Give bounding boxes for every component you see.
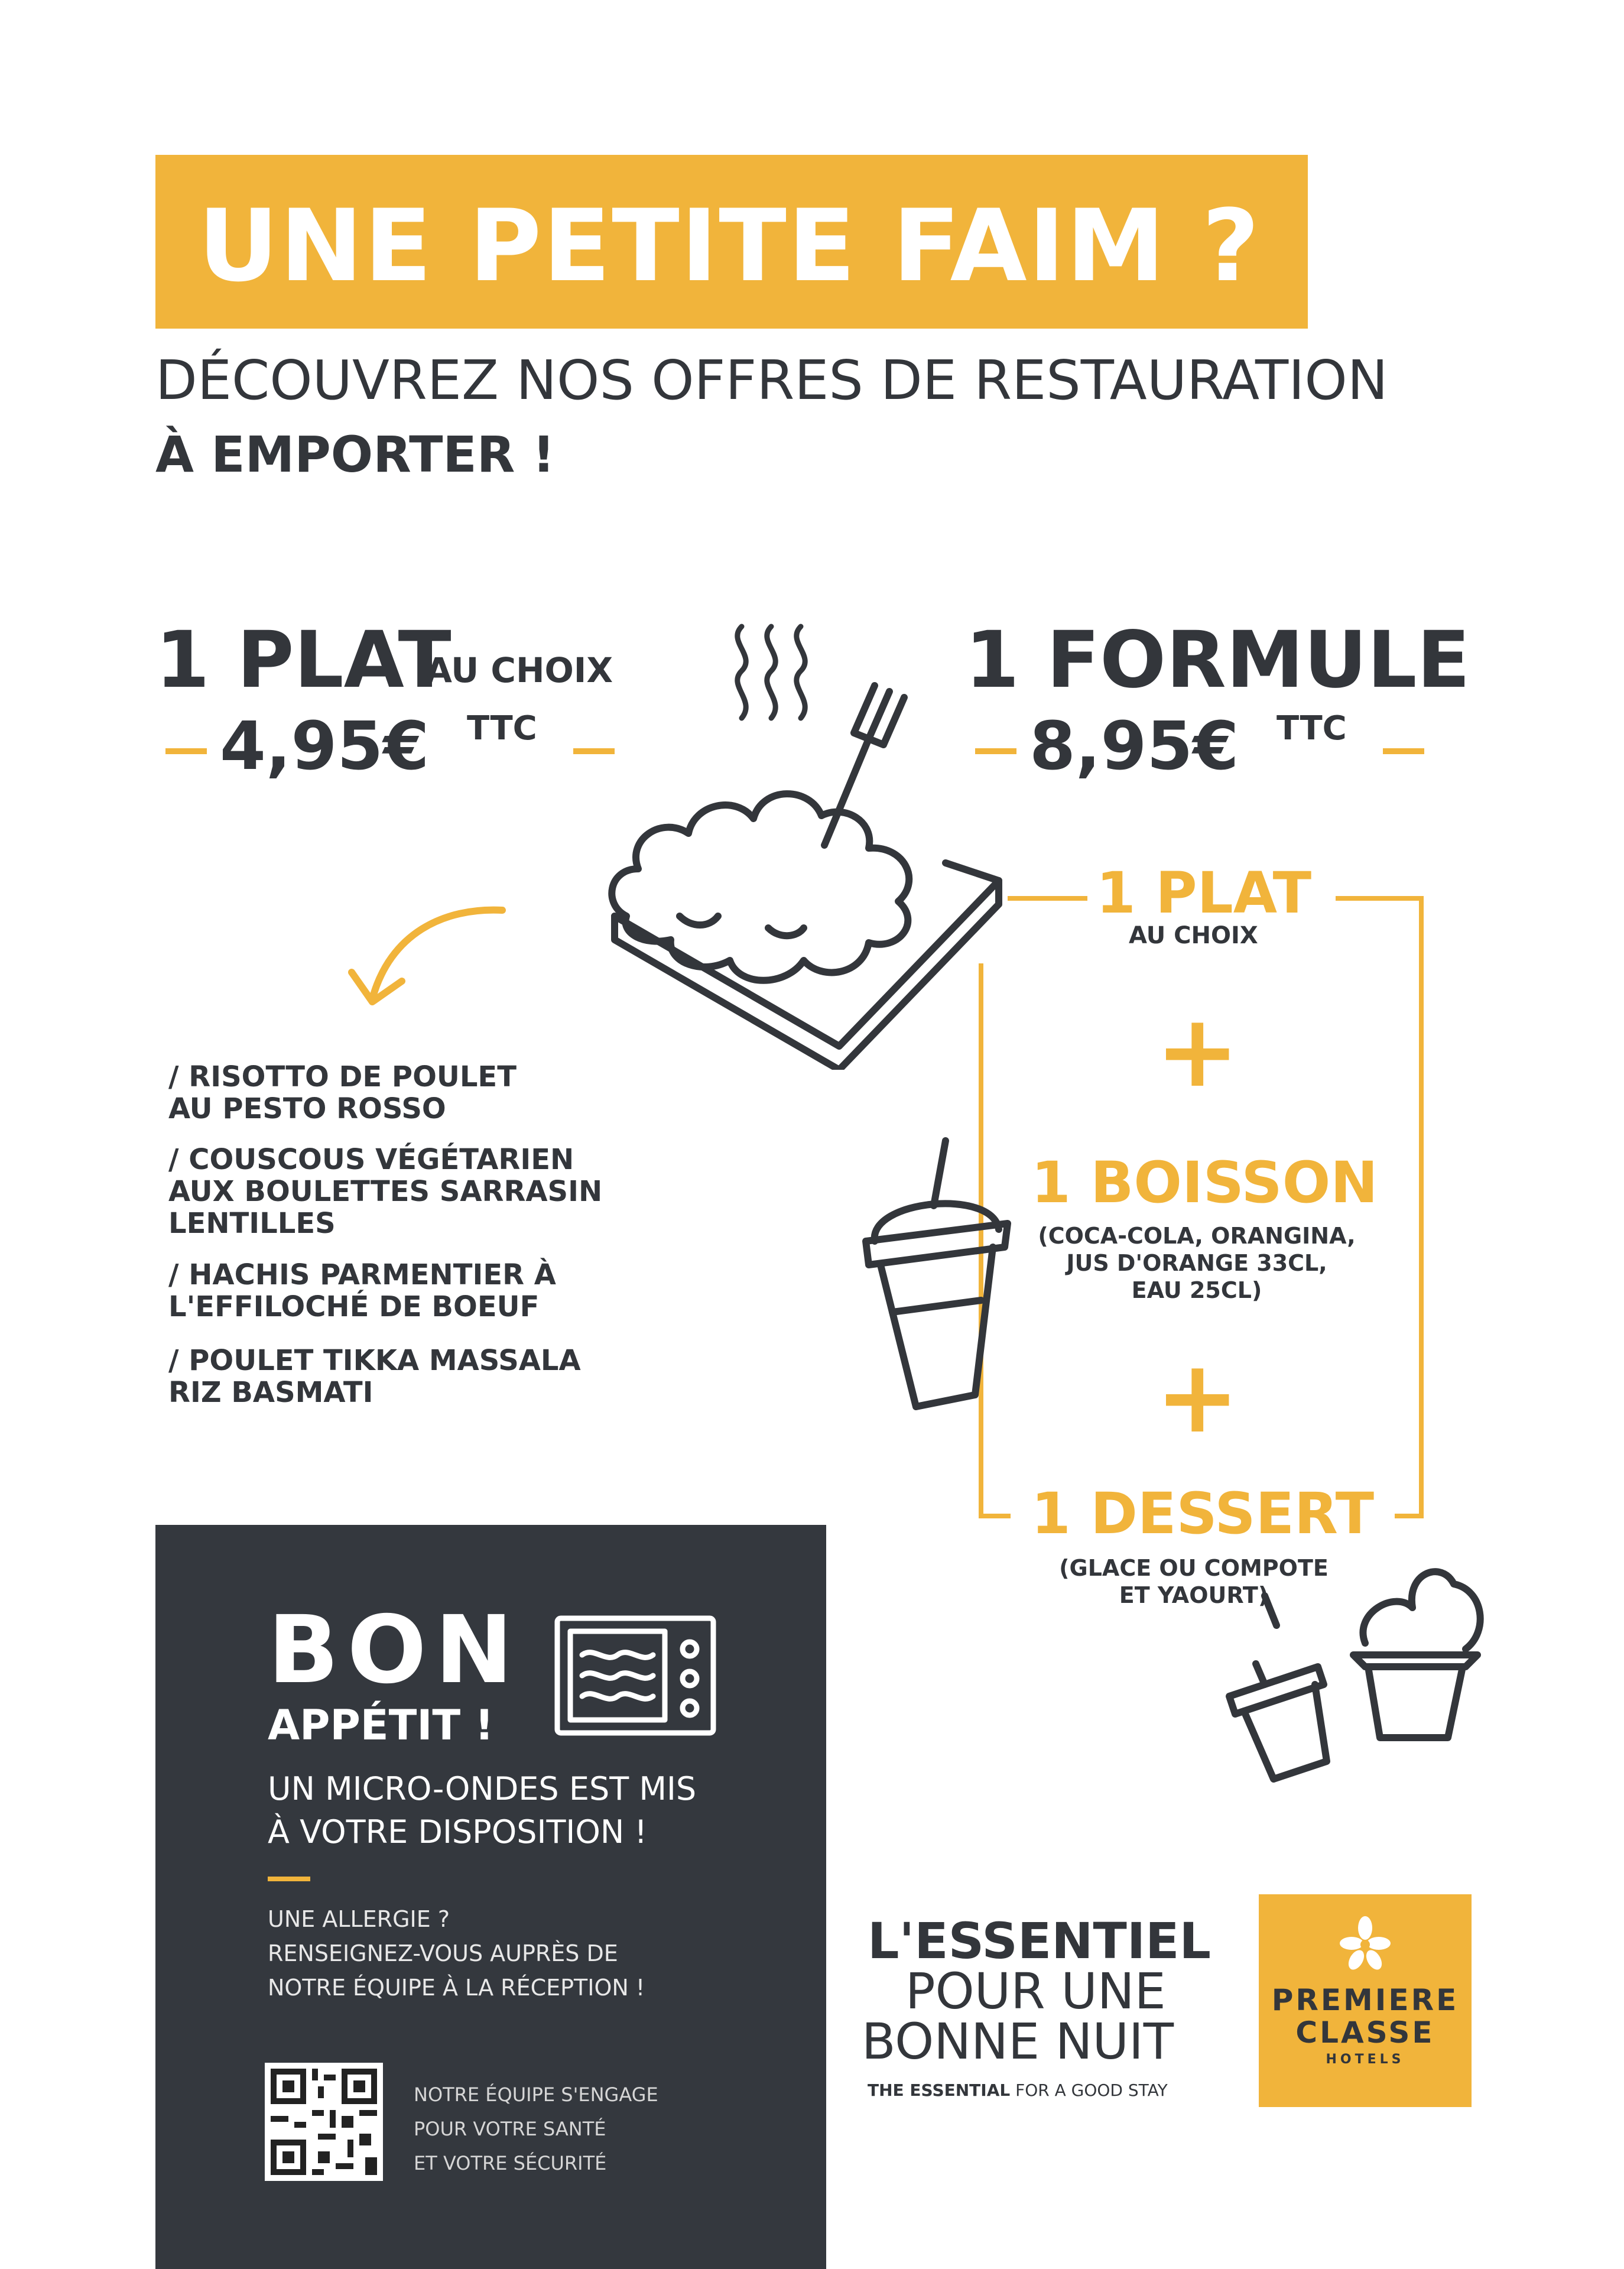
plat-price: 4,95€: [220, 708, 430, 785]
team-line-1: NOTRE ÉQUIPE S'ENGAGE: [414, 2083, 658, 2106]
plat-price-tax: TTC: [467, 709, 537, 748]
formule-item-dessert: 1 DESSERT: [1031, 1481, 1375, 1547]
formule-offer-title: 1 FORMULE: [965, 615, 1470, 706]
logo-text-line-3: HOTELS: [1326, 2052, 1405, 2067]
formule-price-tax: TTC: [1277, 709, 1347, 748]
drink-cup-icon: [857, 1135, 1016, 1418]
formule-item-plat: 1 PLAT: [1096, 860, 1312, 926]
formule-price: 8,95€: [1029, 708, 1239, 785]
formule-item-boisson-sub: (COCA-COLA, ORANGINA, JUS D'ORANGE 33CL, EAU 25CL): [1038, 1223, 1356, 1303]
slogan-line-3: BONNE NUIT: [862, 2012, 1174, 2070]
microwave-icon: [553, 1614, 718, 1738]
curved-arrow-icon: [343, 898, 514, 1017]
dish-item-1: / RISOTTO DE POULET AU PESTO ROSSO: [168, 1060, 517, 1125]
allergy-line-2: RENSEIGNEZ-VOUS AUPRÈS DE: [268, 1940, 618, 1966]
price-dash-left: [165, 748, 207, 754]
food-tray-icon: [591, 668, 1016, 1070]
allergy-line-3: NOTRE ÉQUIPE À LA RÉCEPTION !: [268, 1975, 645, 2001]
page-title: UNE PETITE FAIM ?: [198, 188, 1261, 304]
allergy-line-1: UNE ALLERGIE ?: [268, 1906, 450, 1932]
slogan-line-1: L'ESSENTIEL: [868, 1912, 1211, 1970]
team-line-2: POUR VOTRE SANTÉ: [414, 2118, 606, 2140]
logo-text-line-2: CLASSE: [1295, 2015, 1435, 2050]
subtitle-line-1: DÉCOUVREZ NOS OFFRES DE RESTAURATION: [155, 349, 1388, 412]
panel-divider: [268, 1877, 310, 1881]
dish-item-3: / HACHIS PARMENTIER À L'EFFILOCHÉ DE BOEUF: [168, 1258, 556, 1323]
dish-item-4: / POULET TIKKA MASSALA RIZ BASMATI: [168, 1344, 581, 1409]
price-dash-right: [1383, 748, 1424, 754]
dish-item-2: / COUSCOUS VÉGÉTARIEN AUX BOULETTES SARRASIN LENTILLES: [168, 1143, 603, 1240]
subtitle-line-2: À EMPORTER !: [155, 426, 556, 483]
dessert-icon: [1217, 1549, 1495, 1797]
appetit-heading: APPÉTIT !: [268, 1701, 494, 1749]
formule-item-dessert-sub: (GLACE OU COMPOTE ET YAOURT): [1059, 1555, 1329, 1608]
plus-sign: +: [1155, 1339, 1240, 1456]
microwave-line-2: À VOTRE DISPOSITION !: [268, 1813, 648, 1851]
microwave-line-1: UN MICRO-ONDES EST MIS: [268, 1770, 697, 1807]
flower-logo-icon: [1339, 1915, 1392, 1974]
plus-sign: +: [1155, 993, 1240, 1110]
plat-offer-suffix: AU CHOIX: [426, 650, 613, 690]
logo-text-line-1: PREMIERE: [1271, 1983, 1459, 2017]
bon-heading: BON: [268, 1596, 521, 1705]
plat-offer-title: 1 PLAT: [155, 615, 452, 706]
slogan-english: THE ESSENTIAL FOR A GOOD STAY: [868, 2080, 1168, 2100]
price-dash-left: [975, 748, 1016, 754]
team-line-3: ET VOTRE SÉCURITÉ: [414, 2152, 607, 2174]
qr-code[interactable]: [265, 2063, 383, 2181]
formule-item-plat-sub: AU CHOIX: [1129, 922, 1258, 949]
formule-item-boisson: 1 BOISSON: [1031, 1150, 1378, 1216]
slogan-line-2: POUR UNE: [905, 1962, 1166, 2020]
